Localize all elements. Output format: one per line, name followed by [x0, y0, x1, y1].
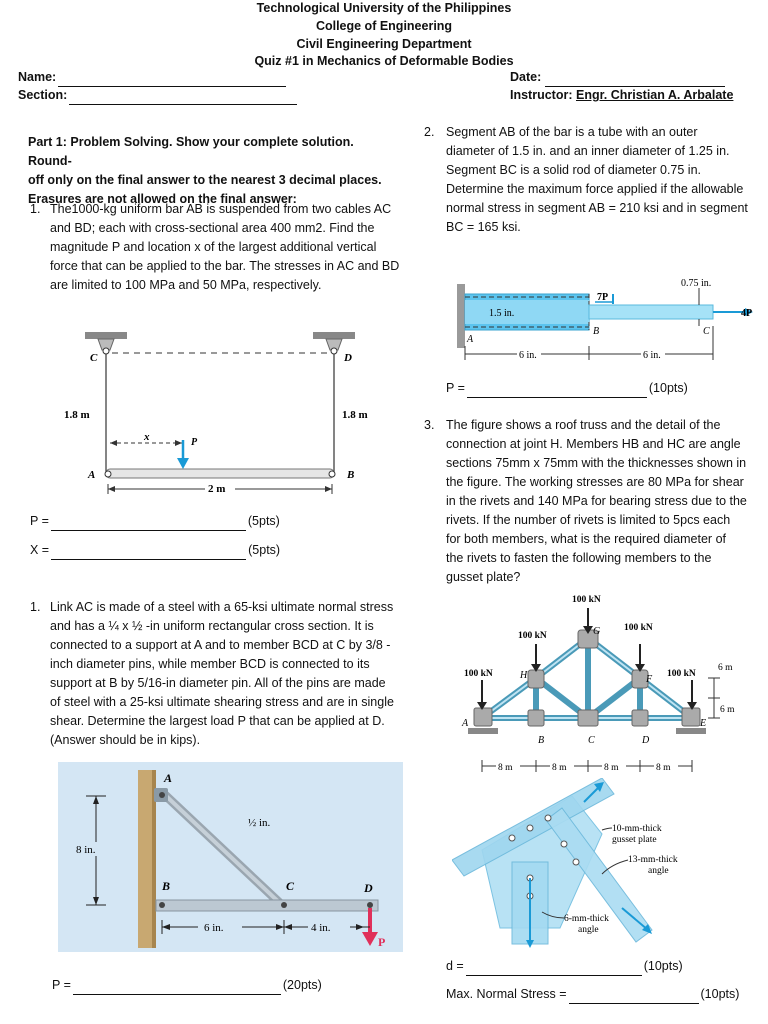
wall: [457, 284, 465, 348]
label-x: x: [144, 431, 150, 443]
label-load-l2: 100 kN: [518, 631, 547, 641]
problem1-text: The1000-kg uniform bar AB is suspended from two cables AC and BD; each with cross-sectional area 400 mm2. Find the magnitude P and location x of the largest additional vertical force that can be applied to the bar. The stresses in AC and BD are limited to 100 MPa and 50 MPa, respectively.: [50, 202, 400, 292]
support-c: [85, 332, 127, 339]
label-angle13: 13-mm-thick: [628, 855, 678, 865]
label-4p: 4P: [741, 308, 753, 319]
rod-bc: [589, 305, 713, 319]
label-a: A: [467, 334, 474, 345]
label-len2: 6 in.: [643, 350, 661, 361]
problem1-answer-x[interactable]: X = (5pts): [30, 541, 280, 560]
label-c: C: [703, 326, 710, 337]
problem2-answer[interactable]: P = (10pts): [446, 379, 688, 398]
problem2-text: Segment AB of the bar is a tube with an outer diameter of 1.5 in. and an inner diameter of 1.25 in. Segment BC is a solid rod of diameter 0.75 in. Determine the maximum force applied if the allowable normal stress in segment AB = 210 ksi and in segment BC = 165 ksi.: [446, 125, 748, 234]
member-bcd: [156, 900, 378, 911]
label-angle13-b: angle: [648, 866, 669, 876]
instructor-name: Engr. Christian A. Arbalate: [575, 88, 734, 102]
name-field[interactable]: [18, 68, 286, 87]
label-right-length: 1.8 m: [342, 409, 368, 421]
quiz-title: Quiz #1 in Mechanics of Deformable Bodies: [254, 54, 514, 68]
label-s3: 8 m: [604, 763, 619, 773]
instructor-label: Instructor:: [510, 88, 573, 102]
label-load-top: 100 kN: [572, 595, 601, 605]
label-e: E: [700, 718, 707, 729]
problem-link-number: 1.: [30, 600, 41, 614]
label-a: A: [164, 771, 173, 785]
roof-truss-figure: [452, 590, 752, 775]
date-label: Date:: [510, 70, 542, 84]
truss-members: [482, 638, 692, 718]
label-f: F: [646, 674, 653, 685]
joint-h-detail-figure: [452, 778, 752, 950]
problem2-number: 2.: [424, 125, 435, 139]
label-load-l1: 100 kN: [464, 669, 493, 679]
label-g: G: [593, 626, 601, 637]
date-field[interactable]: [510, 68, 725, 87]
label-b: B: [593, 326, 600, 337]
name-label: Name:: [18, 70, 57, 84]
label-b: B: [162, 879, 171, 893]
problem3-number: 3.: [424, 418, 435, 432]
support-a: [468, 728, 498, 734]
problem1-answer-p[interactable]: P = (5pts): [30, 512, 280, 531]
label-d: D: [642, 735, 650, 746]
label-b: B: [347, 469, 355, 481]
label-len1: 6 in.: [519, 350, 537, 361]
label-a: A: [462, 718, 469, 729]
label-gusset-thickness: 10-mm-thick: [612, 824, 662, 834]
label-rod-diameter: 0.75 in.: [681, 278, 712, 289]
label-half-inch: ½ in.: [248, 817, 271, 829]
instructor-field: [510, 86, 733, 105]
label-angle6-b: angle: [578, 925, 599, 935]
label-p: P: [378, 935, 386, 949]
section-label: Section:: [18, 88, 68, 102]
label-c: C: [588, 735, 595, 746]
label-height: 8 in.: [76, 844, 96, 856]
label-a: A: [88, 469, 96, 481]
problem3-answer-d[interactable]: d = (10pts): [446, 957, 683, 976]
part1-instructions: Part 1: Problem Solving. Show your complete solution. Round- off only on the final answer to the nearest 3 decimal places. Erasures are not allowed on the final answer:: [28, 135, 382, 206]
problem3-answer-stress[interactable]: Max. Normal Stress = (10pts): [446, 985, 739, 1004]
problem1-figure: [60, 328, 390, 498]
support-d: [313, 332, 355, 339]
problem2-figure: [455, 276, 760, 368]
label-s2: 8 m: [552, 763, 567, 773]
label-s4: 8 m: [656, 763, 671, 773]
department-name: Civil Engineering Department: [296, 37, 472, 51]
label-h1: 6 m: [718, 663, 733, 673]
problem3-text: The figure shows a roof truss and the detail of the connection at joint H. Members HB and HC are angle sections 75mm x 75mm with the thicknesses shown in the figure. The working stresses are 80 MPa for shear in the rivets and 140 MPa for bearing stress due to the rivets. If the number of rivets is limited to 5pcs each for both members, what is the required diameter of the rivets to fasten the following members to the gusset plate?: [446, 418, 747, 584]
problem-link-answer[interactable]: P = (20pts): [52, 976, 322, 995]
bar-ab: [106, 469, 334, 478]
label-c: C: [286, 879, 295, 893]
label-len1: 6 in.: [204, 922, 224, 934]
label-len2: 4 in.: [311, 922, 331, 934]
section-field[interactable]: [18, 86, 297, 105]
label-p: P: [191, 437, 198, 448]
label-h2: 6 m: [720, 705, 735, 715]
label-c: C: [90, 352, 98, 364]
label-7p: 7P: [597, 292, 609, 303]
problem-link-text: Link AC is made of a steel with a 65-ksi ultimate normal stress and has a ¼ x ½ -in uniform rectangular cross section. It is connected to a support at A and to member BCD at C by 3/8 - inch diameter pins, while member BCD is connected to its support at B by 5/16-in diameter pin. All of the pins are made of steel with a 25-ksi ultimate shearing stress and are in single shear. Determine the largest load P that can be applied at D. (Answer should be in kips).: [50, 600, 394, 747]
label-b: B: [538, 735, 545, 746]
label-span: 2 m: [208, 483, 226, 495]
problem1-number: 1.: [30, 202, 41, 216]
university-name: Technological University of the Philippines: [256, 1, 512, 15]
label-load-r2: 100 kN: [624, 623, 653, 633]
label-d: D: [364, 881, 373, 895]
label-gusset-plate: gusset plate: [612, 835, 657, 845]
label-s1: 8 m: [498, 763, 513, 773]
label-load-r1: 100 kN: [667, 669, 696, 679]
label-d: D: [344, 352, 352, 364]
label-left-length: 1.8 m: [64, 409, 90, 421]
problem-link-figure: [58, 762, 403, 952]
label-angle6: 6-mm-thick: [564, 914, 609, 924]
label-tube-diameter: 1.5 in.: [489, 308, 515, 319]
college-name: College of Engineering: [315, 19, 453, 33]
label-h: H: [520, 670, 528, 681]
